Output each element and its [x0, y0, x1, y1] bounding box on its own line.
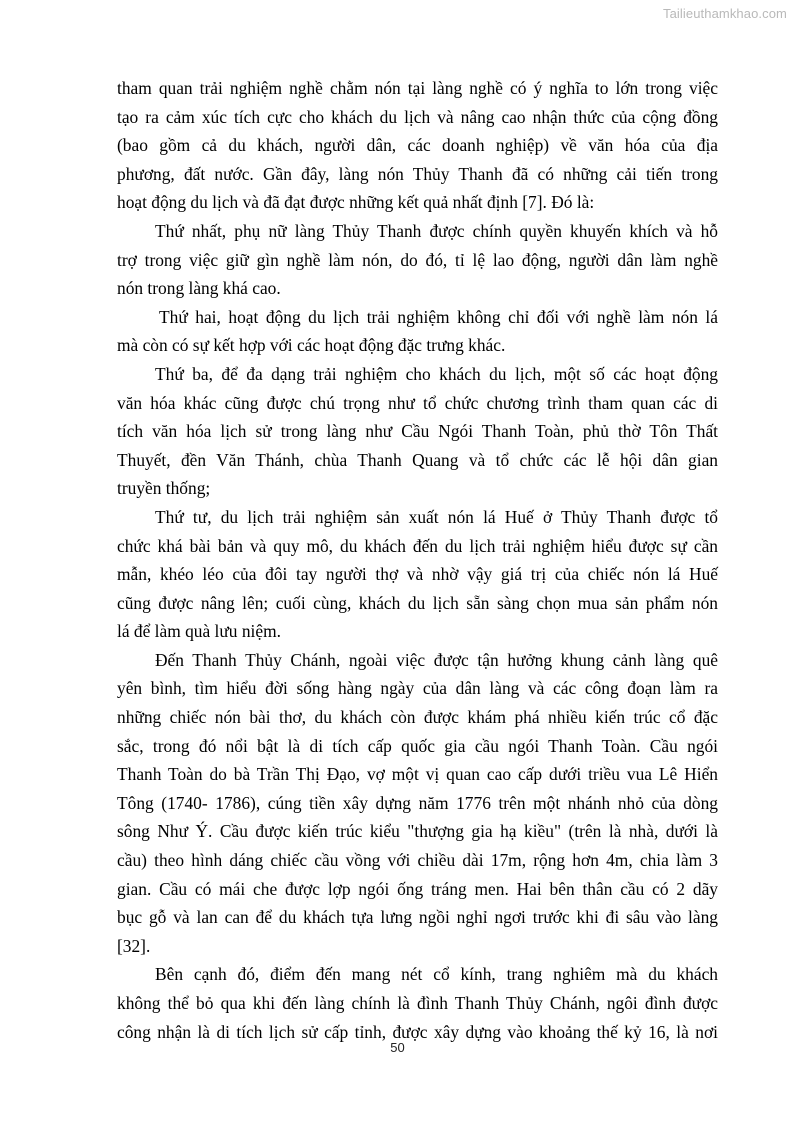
- text-line: Thuyết, đền Văn Thánh, chùa Thanh Quang và tổ chức các lễ hội dân gian: [117, 449, 718, 470]
- text-line: gian. Cầu có mái che được lợp ngói ống tráng men. Hai bên thân cầu có 2 dãy: [117, 878, 718, 899]
- text-line: tham quan trải nghiệm nghề chằm nón tại làng nghề có ý nghĩa to lớn trong việc: [117, 78, 718, 98]
- text-line: Thứ hai, hoạt động du lịch trải nghiệm không chỉ đối với nghề làm nón lá: [159, 306, 718, 327]
- text-line: [32].: [117, 935, 151, 956]
- text-line: Thanh Toàn do bà Trần Thị Đạo, vợ một vị quan cao cấp dưới triều vua Lê Hiển: [117, 764, 718, 785]
- text-line: truyền thống;: [117, 478, 211, 499]
- text-line: Bên cạnh đó, điểm đến mang nét cổ kính, trang nghiêm mà du khách: [155, 964, 718, 985]
- page-number: 50: [390, 1040, 405, 1055]
- text-line: yên bình, tìm hiểu đời sống hàng ngày của dân làng và các công đoạn làm ra: [117, 678, 718, 699]
- text-line: văn hóa khác cũng được chú trọng như tổ chức chương trình tham quan các di: [117, 392, 718, 413]
- body-text: [117, 74, 718, 1046]
- text-line: công nhận là di tích lịch sử cấp tỉnh, được xây dựng vào khoảng thế kỷ 16, là nơi: [117, 1021, 718, 1042]
- text-line: cũng được nâng lên; cuối cùng, khách du lịch sẵn sàng chọn mua sản phẩm nón: [117, 592, 718, 613]
- text-line: phương, đất nước. Gần đây, làng nón Thủy Thanh đã có những cải tiến trong: [117, 163, 718, 184]
- text-line: nón trong làng khá cao.: [117, 278, 281, 299]
- text-line: trợ trong việc giữ gìn nghề làm nón, do đó, tỉ lệ lao động, người dân làm nghề: [117, 249, 718, 270]
- text-line: Tông (1740- 1786), cúng tiền xây dựng năm 1776 trên một nhánh nhỏ của dòng: [117, 792, 718, 813]
- text-line: mà còn có sự kết hợp với các hoạt động đặc trưng khác.: [117, 335, 506, 356]
- text-line: lá để làm quà lưu niệm.: [117, 621, 281, 642]
- text-line: sông Như Ý. Cầu được kiến trúc kiểu "thượng gia hạ kiều" (trên là nhà, dưới là: [117, 821, 718, 842]
- text-line: sắc, trong đó nổi bật là di tích cấp quốc gia cầu ngói Thanh Toàn. Cầu ngói: [117, 735, 718, 756]
- text-line: mẫn, khéo léo của đôi tay người thợ và nhờ vậy giá trị của chiếc nón lá Huế: [117, 564, 718, 585]
- text-line: Thứ nhất, phụ nữ làng Thủy Thanh được chính quyền khuyến khích và hỗ: [155, 220, 718, 241]
- text-line: Thứ tư, du lịch trải nghiệm sản xuất nón lá Huế ở Thủy Thanh được tổ: [155, 506, 718, 527]
- text-line: (bao gồm cả du khách, người dân, các doanh nghiệp) về văn hóa của địa: [117, 135, 718, 156]
- text-line: bục gỗ và lan can để du khách tựa lưng ngồi nghỉ ngơi trước khi đi sâu vào làng: [117, 907, 718, 928]
- text-line: không thể bỏ qua khi đến làng chính là đình Thanh Thủy Chánh, ngôi đình được: [117, 993, 718, 1013]
- text-line: chức khá bài bản và quy mô, du khách đến du lịch trải nghiệm hiểu được sự cần: [117, 535, 718, 556]
- text-line: Đến Thanh Thủy Chánh, ngoài việc được tận hưởng khung cảnh làng quê: [155, 649, 718, 670]
- text-line: cầu) theo hình dáng chiếc cầu vồng với chiều dài 17m, rộng hơn 4m, chia làm 3: [117, 850, 718, 871]
- text-line: tạo ra cảm xúc tích cực cho khách du lịch và nâng cao nhận thức của cộng đồng: [117, 106, 718, 127]
- text-line: những chiếc nón bài thơ, du khách còn được khám phá nhiều kiến trúc cổ đặc: [117, 707, 718, 728]
- text-line: hoạt động du lịch và đã đạt được những kết quả nhất định [7]. Đó là:: [117, 192, 595, 213]
- text-line: Thứ ba, để đa dạng trải nghiệm cho khách du lịch, một số các hoạt động: [155, 363, 718, 384]
- watermark-text: Tailieuthamkhao.com: [662, 6, 787, 21]
- text-line: tích văn hóa lịch sử trong làng như Cầu Ngói Thanh Toàn, phủ thờ Tôn Thất: [117, 421, 718, 442]
